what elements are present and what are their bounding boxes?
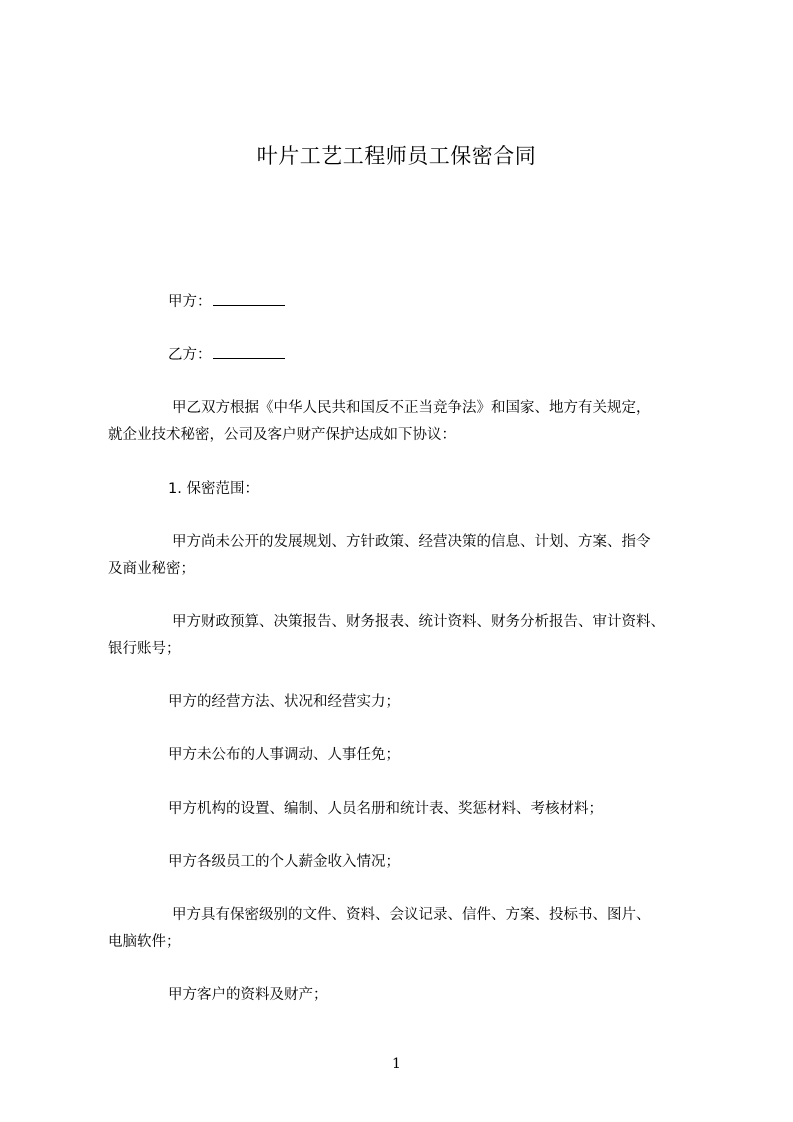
item-6: 甲方各级员工的个人薪金收入情况； [168, 854, 400, 870]
item-8: 甲方客户的资料及财产； [168, 987, 328, 1003]
item-2-line-2: 银行账号； [108, 641, 181, 657]
section-1-heading: 1. 保密范围： [168, 481, 259, 497]
document-title: 叶片工艺工程师员工保密合同 [256, 144, 537, 168]
party-a-blank [213, 291, 285, 306]
item-7-line-1: 甲方具有保密级别的文件、资料、会议记录、信件、方案、投标书、图片、 [172, 907, 651, 923]
item-5: 甲方机构的设置、编制、人员名册和统计表、奖惩材料、考核材料； [168, 801, 603, 817]
party-b-line [168, 344, 285, 365]
intro-line-2: 就企业技术秘密，公司及客户财产保护达成如下协议： [108, 427, 456, 443]
item-7-line-2: 电脑软件； [108, 934, 181, 950]
item-1-line-1: 甲方尚未公开的发展规划、方针政策、经营决策的信息、计划、方案、指令 [172, 534, 651, 550]
party-a-line [168, 291, 285, 312]
party-b-label: 乙方： [168, 347, 212, 363]
item-1-line-2: 及商业秘密； [108, 561, 195, 577]
party-a-label: 甲方： [168, 294, 212, 310]
party-b-blank [213, 344, 285, 359]
intro-line-1: 甲乙双方根据《中华人民共和国反不正当竞争法》和国家、地方有关规定， [172, 400, 651, 416]
page-number: 1 [392, 1056, 401, 1072]
item-2-line-1: 甲方财政预算、决策报告、财务报表、统计资料、财务分析报告、审计资料、 [172, 614, 665, 630]
item-3: 甲方的经营方法、状况和经营实力； [168, 694, 400, 710]
item-4: 甲方未公布的人事调动、人事任免； [168, 747, 400, 763]
